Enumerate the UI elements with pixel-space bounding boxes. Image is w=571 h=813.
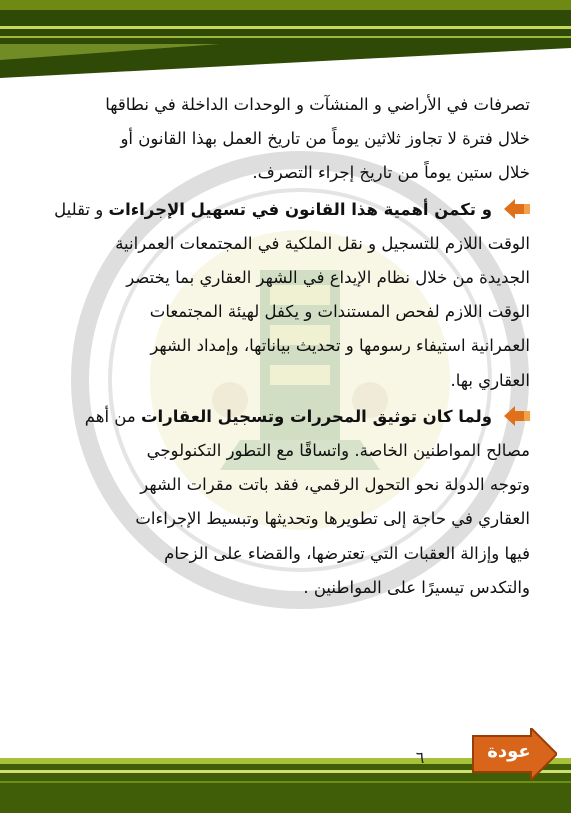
header-stripe bbox=[0, 26, 571, 29]
lead-rest: من أهم bbox=[84, 406, 136, 426]
text-line: خلال ستين يوماً من تاريخ إجراء التصرف. bbox=[252, 163, 530, 183]
footer-stripe bbox=[0, 781, 571, 783]
back-button-label: عودة bbox=[487, 741, 531, 762]
paragraph-2 bbox=[46, 193, 530, 398]
bold-lead: ولما كان توثيق المحررات وتسجيل العقارات bbox=[140, 406, 492, 426]
text-line: العمرانية استيفاء رسومها و تحديث بياناتها، وإمداد الشهر bbox=[150, 336, 530, 356]
bold-lead: و تكمن أهمية هذا القانون في تسهيل الإجراءات bbox=[108, 199, 492, 219]
text-line: فيها وإزالة العقبات التي تعترضها، والقضاء على الزحام bbox=[164, 543, 530, 563]
text-line: مصالح المواطنين الخاصة. واتساقًا مع التطور التكنولوجي bbox=[146, 441, 530, 461]
text-line: العقاري في حاجة إلى تطويرها وتحديثها وتبسيط الإجراءات bbox=[135, 509, 530, 529]
text-line: والتكدس تيسيرًا على المواطنين . bbox=[303, 577, 530, 597]
arrow-left-icon bbox=[504, 406, 530, 426]
text-line: العقاري بها. bbox=[450, 370, 530, 390]
text-line: وتوجه الدولة نحو التحول الرقمي، فقد باتت مقرات الشهر bbox=[140, 475, 530, 495]
paragraph-3 bbox=[46, 400, 530, 605]
arrow-left-icon bbox=[504, 199, 530, 219]
text-line: تصرفات في الأراضي و المنشآت و الوحدات الداخلة في نطاقها bbox=[105, 95, 530, 114]
back-button[interactable] bbox=[471, 728, 557, 780]
lead-rest: و تقليل bbox=[54, 199, 104, 219]
paragraph-1 bbox=[46, 88, 530, 191]
header-wedge bbox=[0, 44, 571, 78]
text-line: خلال فترة لا تجاوز ثلاثين يوماً من تاريخ العمل بهذا القانون أو bbox=[120, 129, 530, 149]
page-content bbox=[46, 88, 530, 605]
text-line: الجديدة من خلال نظام الإيداع في الشهر العقاري بما يختصر bbox=[126, 268, 530, 288]
text-line: الوقت اللازم لفحص المستندات و يكفل لهيئة المجتمعات bbox=[149, 302, 530, 322]
text-line bbox=[46, 400, 530, 434]
header-stripe bbox=[0, 0, 571, 10]
header-stripe bbox=[0, 36, 571, 38]
text-line bbox=[46, 193, 530, 227]
page-number: ٦ bbox=[415, 748, 425, 767]
text-line: الوقت اللازم للتسجيل و نقل الملكية في المجتمعات العمرانية bbox=[115, 233, 530, 253]
